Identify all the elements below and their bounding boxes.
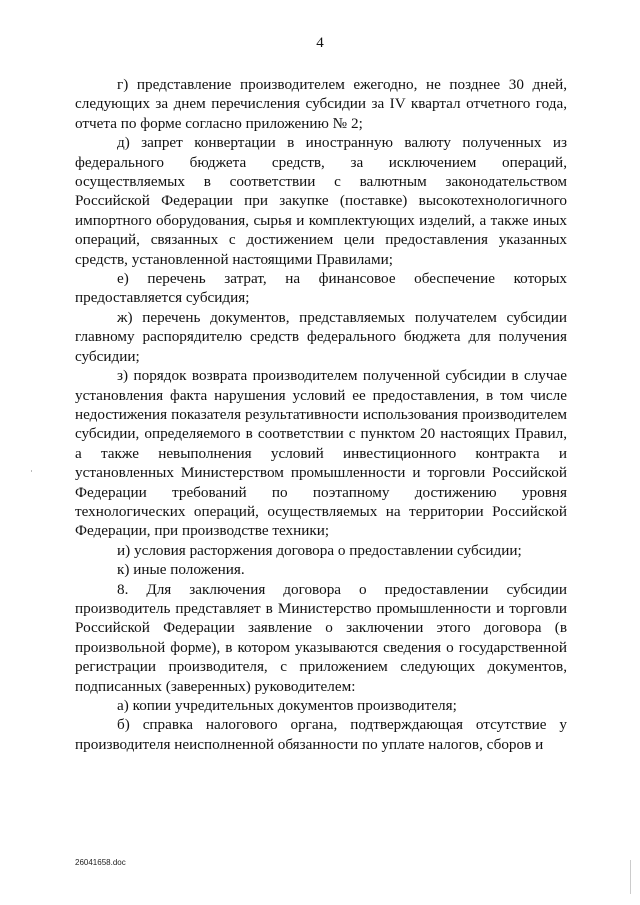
- scan-edge-mark: [630, 860, 631, 894]
- paragraph-e: е) перечень затрат, на финансовое обеспечение которых предоставляется субсидия;: [75, 270, 567, 307]
- paragraph-a: а) копии учредительных документов производителя;: [117, 697, 457, 714]
- paragraph-d: д) запрет конвертации в иностранную валюту полученных из федерального бюджета средств, за исключением операций, осуществляемых в соответствии с валютным законодательством Российской Федерации при закупке (поставке) высокотехнологичного импортного оборудования, сырья и комплектующих изделий, а также иных операций, связанных с достижением цели предоставления указанных средств, установленной настоящими Правилами;: [75, 134, 567, 268]
- document-body: [75, 75, 567, 754]
- page-number: 4: [316, 35, 324, 51]
- paragraph-zh: ж) перечень документов, представляемых получателем субсидии главному распорядителю средств федерального бюджета для получения субсидии;: [75, 308, 567, 365]
- paragraph-8: 8. Для заключения договора о предоставлении субсидии производитель представляет в Министерство промышленности и торговли Российской Федерации заявление о заключении этого договора (в произвольной форме), в котором указываются сведения о государственной регистрации производителя, с приложением следующих документов, подписанных (заверенных) руководителем:: [75, 580, 567, 695]
- scan-margin-mark: [31, 470, 32, 472]
- paragraph-k: к) иные положения.: [117, 561, 245, 579]
- paragraph-g: г) представление производителем ежегодно, не позднее 30 дней, следующих за днем перечисления субсидии за IV квартал отчетного года, отчета по форме согласно приложению № 2;: [75, 76, 567, 132]
- paragraph-b: б) справка налогового органа, подтверждающая отсутствие у производителя неисполненной обязанности по уплате налогов, сборов и: [75, 716, 567, 753]
- paragraph-z: з) порядок возврата производителем полученной субсидии в случае установления факта нарушения условий ее предоставления, в том числе недостижения показателя результативности использования производителем субсидии, определяемого в соответствии с пунктом 20 настоящих Правил, а также невыполнения условий инвестиционного контракта и установленных Министерством промышленности и торговли Российской Федерации требований по поэтапному достижению уровня технологических операций, осуществляемых на территории Российской Федерации, при производстве техники;: [75, 367, 567, 540]
- footer-file-code: 26041658.doc: [75, 858, 126, 867]
- paragraph-i: и) условия расторжения договора о предоставлении субсидии;: [117, 541, 522, 559]
